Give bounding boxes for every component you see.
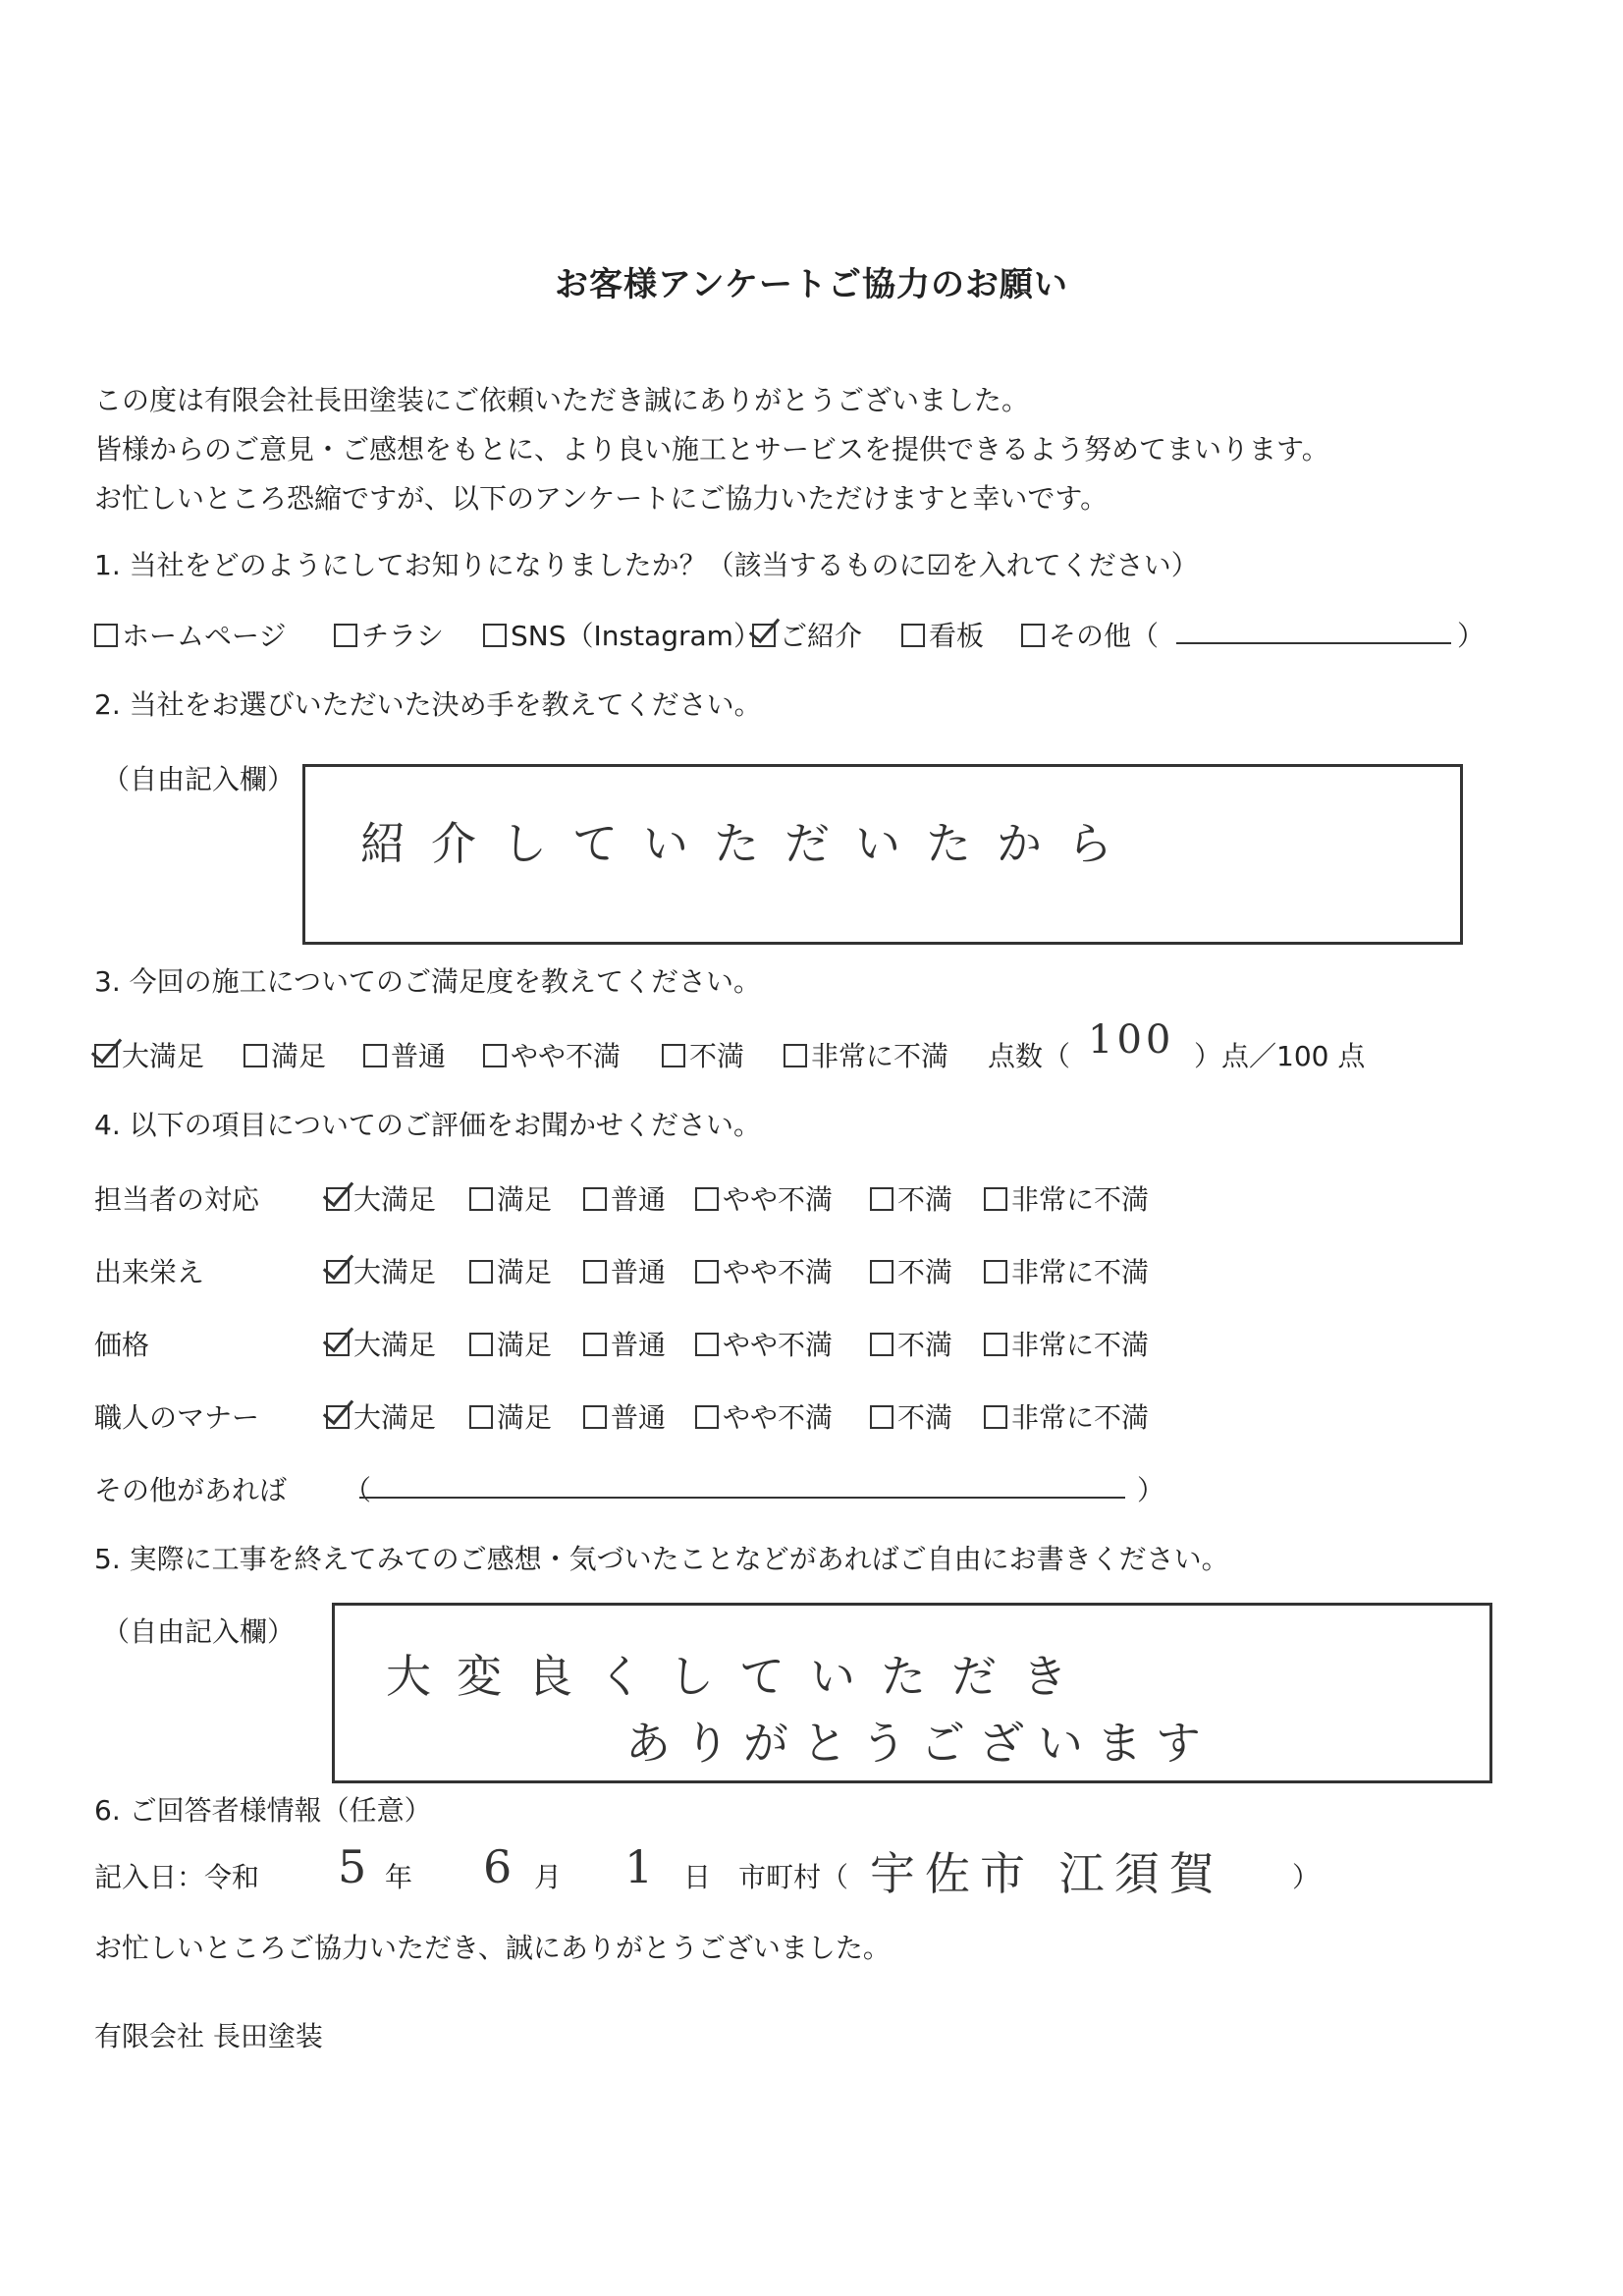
q4-price-option-2[interactable]: 普通 [583, 1324, 666, 1363]
checkbox-icon [243, 1044, 267, 1067]
q2-handwritten-answer: 紹介していただいたから [360, 817, 1138, 870]
q4-manners-option-2[interactable]: 普通 [583, 1396, 666, 1436]
checkbox-icon [469, 1405, 493, 1429]
checkbox-checked-icon [326, 1333, 350, 1356]
checkbox-checked-icon [752, 624, 776, 647]
q4-row-label-price: 価格 [94, 1329, 150, 1361]
checkbox-icon [984, 1405, 1007, 1429]
q3-option-very-dissatisfied[interactable]: 非常に不満 [784, 1035, 948, 1074]
q4-other-close: ） [1137, 1474, 1165, 1506]
checkbox-icon [363, 1044, 387, 1067]
checkbox-icon [334, 624, 357, 647]
q1-option-flyer[interactable]: チラシ [334, 615, 444, 654]
checkbox-icon [984, 1260, 1007, 1284]
q4-manners-option-1[interactable]: 満足 [469, 1396, 552, 1436]
question-2-label: 2. 当社をお選びいただいた決め手を教えてください。 [94, 688, 762, 721]
checkbox-icon [695, 1405, 719, 1429]
checkbox-checked-icon [94, 1044, 118, 1067]
q4-other-input-line[interactable] [359, 1497, 1125, 1499]
q4-price-option-4[interactable]: 不満 [870, 1324, 952, 1363]
checkbox-icon [695, 1333, 719, 1356]
checkbox-icon [662, 1044, 685, 1067]
company-name: 有限会社 長田塗装 [94, 2020, 323, 2052]
q4-other-label: その他があれば [94, 1474, 288, 1506]
q4-manners-option-0[interactable]: 大満足 [326, 1396, 436, 1436]
date-month-unit: 月 [534, 1861, 563, 1893]
q1-option-other[interactable]: その他（ [1021, 615, 1159, 654]
checkbox-icon [469, 1187, 493, 1211]
q1-option-homepage[interactable]: ホームページ [94, 615, 286, 654]
checkbox-checked-icon [326, 1187, 350, 1211]
q4-price-option-0[interactable]: 大満足 [326, 1324, 436, 1363]
checkbox-icon [1021, 624, 1045, 647]
checkbox-icon [870, 1405, 893, 1429]
checkbox-icon [870, 1333, 893, 1356]
q3-score-value[interactable]: 100 [1088, 1017, 1175, 1063]
checkbox-icon [469, 1333, 493, 1356]
q4-price-option-5[interactable]: 非常に不満 [984, 1324, 1149, 1363]
q4-row-label-finish: 出来栄え [94, 1256, 205, 1288]
q5-free-label: （自由記入欄） [102, 1615, 296, 1648]
date-day-unit: 日 [683, 1861, 712, 1893]
q4-manners-option-5[interactable]: 非常に不満 [984, 1396, 1149, 1436]
checkbox-icon [695, 1187, 719, 1211]
q1-other-close: ） [1457, 620, 1486, 652]
checkbox-icon [583, 1405, 607, 1429]
checkbox-icon [870, 1260, 893, 1284]
q4-staff-option-4[interactable]: 不満 [870, 1178, 952, 1218]
intro-line-2: 皆様からのご意見・ご感想をもとに、より良い施工とサービスを提供できるよう努めてまいります。 [94, 433, 1329, 465]
checkbox-checked-icon [326, 1405, 350, 1429]
checkbox-icon [483, 1044, 507, 1067]
intro-line-3: お忙しいところ恐縮ですが、以下のアンケートにご協力いただけますと幸いです。 [94, 482, 1109, 515]
q4-finish-option-5[interactable]: 非常に不満 [984, 1251, 1149, 1290]
q4-staff-option-0[interactable]: 大満足 [326, 1178, 436, 1218]
q3-option-dissatisfied[interactable]: 不満 [662, 1035, 744, 1074]
checkbox-icon [94, 624, 118, 647]
q4-row-label-manners: 職人のマナー [94, 1401, 260, 1434]
date-month-value[interactable]: 6 [483, 1840, 513, 1893]
q4-price-option-3[interactable]: やや不満 [695, 1324, 833, 1363]
intro-line-1: この度は有限会社長田塗装にご依頼いただき誠にありがとうございました。 [94, 384, 1030, 416]
closing-message: お忙しいところご協力いただき、誠にありがとうございました。 [94, 1932, 891, 1964]
q3-option-very-satisfied[interactable]: 大満足 [94, 1035, 204, 1074]
q5-handwritten-line-1: 大変良くしていただき [386, 1650, 1093, 1703]
q3-score-suffix: ）点／100 点 [1194, 1040, 1366, 1072]
question-6-label: 6. ご回答者様情報（任意） [94, 1794, 432, 1827]
q1-option-sns[interactable]: SNS（Instagram） [483, 615, 761, 654]
q5-handwritten-line-2: ありがとうございます [625, 1717, 1215, 1770]
date-label: 記入日：令和 [94, 1861, 260, 1893]
checkbox-icon [984, 1187, 1007, 1211]
checkbox-icon [784, 1044, 807, 1067]
checkbox-icon [483, 624, 507, 647]
question-1-label: 1. 当社をどのようにしてお知りになりましたか？（該当するものに☑を入れてください） [94, 549, 1199, 581]
q4-finish-option-4[interactable]: 不満 [870, 1251, 952, 1290]
q3-option-somewhat-dissatisfied[interactable]: やや不満 [483, 1035, 621, 1074]
city-label: 市町村（ [738, 1861, 849, 1893]
q4-row-label-staff: 担当者の対応 [94, 1183, 260, 1216]
q1-option-signboard[interactable]: 看板 [901, 615, 984, 654]
question-5-label: 5. 実際に工事を終えてみてのご感想・気づいたことなどがあればご自由にお書きください。 [94, 1543, 1229, 1575]
checkbox-icon [984, 1333, 1007, 1356]
checkbox-icon [469, 1260, 493, 1284]
q4-staff-option-1[interactable]: 満足 [469, 1178, 552, 1218]
q4-finish-option-2[interactable]: 普通 [583, 1251, 666, 1290]
checkbox-icon [695, 1260, 719, 1284]
checkbox-icon [583, 1333, 607, 1356]
q4-finish-option-3[interactable]: やや不満 [695, 1251, 833, 1290]
date-day-value[interactable]: 1 [624, 1840, 654, 1893]
q4-staff-option-3[interactable]: やや不満 [695, 1178, 833, 1218]
q4-manners-option-3[interactable]: やや不満 [695, 1396, 833, 1436]
q4-finish-option-1[interactable]: 満足 [469, 1251, 552, 1290]
q3-option-neutral[interactable]: 普通 [363, 1035, 446, 1074]
q5-answer-box[interactable] [332, 1603, 1492, 1783]
page-title: お客様アンケートご協力のお願い [555, 265, 1068, 304]
checkbox-icon [901, 624, 925, 647]
q4-staff-option-2[interactable]: 普通 [583, 1178, 666, 1218]
question-4-label: 4. 以下の項目についてのご評価をお聞かせください。 [94, 1109, 762, 1141]
q4-other-open: （ [344, 1474, 372, 1506]
date-year-unit: 年 [385, 1861, 413, 1893]
city-close: ） [1292, 1861, 1321, 1893]
q3-score-label: 点数（ [988, 1040, 1071, 1072]
q4-manners-option-4[interactable]: 不満 [870, 1396, 952, 1436]
q3-option-satisfied[interactable]: 満足 [243, 1035, 326, 1074]
date-year-value[interactable]: 5 [338, 1840, 367, 1893]
q2-free-label: （自由記入欄） [102, 763, 296, 795]
checkbox-checked-icon [326, 1260, 350, 1284]
q1-other-input-line[interactable] [1176, 642, 1451, 644]
checkbox-icon [583, 1187, 607, 1211]
question-3-label: 3. 今回の施工についてのご満足度を教えてください。 [94, 965, 762, 998]
q1-option-referral[interactable]: ご紹介 [752, 615, 862, 654]
city-value[interactable]: 宇佐市 江須賀 [870, 1847, 1224, 1900]
checkbox-icon [583, 1260, 607, 1284]
q4-finish-option-0[interactable]: 大満足 [326, 1251, 436, 1290]
checkbox-icon [870, 1187, 893, 1211]
q4-price-option-1[interactable]: 満足 [469, 1324, 552, 1363]
q2-answer-box[interactable] [302, 764, 1463, 945]
q4-staff-option-5[interactable]: 非常に不満 [984, 1178, 1149, 1218]
